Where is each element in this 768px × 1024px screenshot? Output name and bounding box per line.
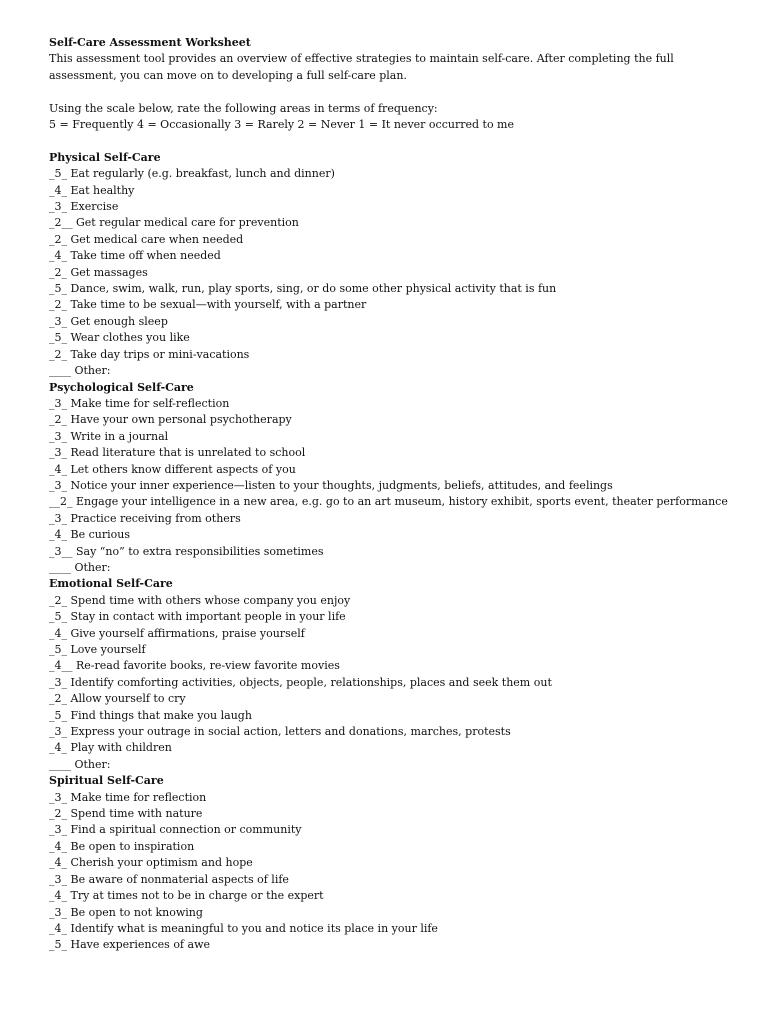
list-item: _3_ Be aware of nonmaterial aspects of life (49, 872, 289, 886)
list-item: _3_ Identify comforting activities, objects, people, relationships, places and seek them out (49, 675, 552, 689)
list-item: _4__ Re-read favorite books, re-view favorite movies (49, 659, 340, 673)
list-item: _4_ Be open to inspiration (49, 839, 195, 853)
spacer (49, 133, 729, 149)
spacer (49, 84, 729, 100)
section-heading: Spiritual Self-Care (49, 774, 164, 788)
list-item: _2_ Get medical care when needed (49, 232, 244, 246)
list-item: _2_ Take time to be sexual—with yourself, with a partner (49, 298, 367, 312)
list-item: _3__ Say “no” to extra responsibilities sometimes (49, 544, 324, 558)
list-item: _3_ Make time for self-reflection (49, 396, 230, 410)
list-item: _4_ Identify what is meaningful to you and notice its place in your life (49, 921, 438, 935)
section (49, 773, 729, 953)
list-item: _4_ Play with children (49, 741, 172, 755)
list-item: _5_ Wear clothes you like (49, 331, 190, 345)
worksheet-title: Self-Care Assessment Worksheet (49, 36, 251, 49)
list-item: _2_ Allow yourself to cry (49, 692, 186, 706)
list-item: _5_ Love yourself (49, 643, 146, 656)
sections-container (49, 150, 729, 954)
list-item: _3_ Make time for reflection (49, 790, 207, 804)
list-item: _2_ Spend time with others whose company you enjoy (49, 593, 351, 607)
list-item: _3_ Be open to not knowing (49, 905, 203, 919)
rating-scale: 5 = Frequently 4 = Occasionally 3 = Rarely 2 = Never 1 = It never occurred to me (49, 118, 514, 132)
instruction-text: Using the scale below, rate the following areas in terms of frequency: (49, 101, 438, 115)
section-heading: Physical Self-Care (49, 150, 161, 164)
section (49, 576, 729, 773)
list-item: _2_ Get massages (49, 265, 148, 279)
list-item: _3_ Notice your inner experience—listen to your thoughts, judgments, beliefs, attitudes, and feelings (49, 478, 613, 492)
section-heading: Emotional Self-Care (49, 577, 173, 591)
list-item: _2_ Spend time with nature (49, 807, 203, 821)
list-item: _4_ Give yourself affirmations, praise yourself (49, 626, 305, 640)
list-item: _5_ Stay in contact with important people in your life (49, 610, 346, 624)
list-item: _4_ Take time off when needed (49, 249, 221, 263)
list-item: _3_ Find a spiritual connection or community (49, 823, 302, 837)
list-item: _4_ Be curious (49, 528, 130, 542)
section (49, 380, 729, 577)
intro-paragraph: This assessment tool provides an overview of effective strategies to maintain self-care. After completing the full assessment, you can move on to developing a full self-care plan. (49, 52, 678, 82)
list-item: _3_ Get enough sleep (49, 314, 168, 328)
list-item: ____ Other: (49, 560, 111, 574)
list-item: _3_ Exercise (49, 200, 119, 214)
list-item: ____ Other: (49, 757, 111, 771)
section (49, 150, 729, 380)
list-item: _5_ Find things that make you laugh (49, 708, 252, 722)
list-item: _2__ Get regular medical care for prevention (49, 216, 299, 230)
list-item: _2_ Take day trips or mini-vacations (49, 347, 250, 361)
list-item: _3_ Express your outrage in social action, letters and donations, marches, protests (49, 725, 511, 739)
worksheet-page (49, 35, 729, 954)
list-item: __2_ Engage your intelligence in a new area, e.g. go to an art museum, history exhibit, sports event, theater performance (49, 495, 728, 509)
list-item: ____ Other: (49, 364, 111, 378)
list-item: _4_ Eat healthy (49, 183, 135, 197)
list-item: _4_ Try at times not to be in charge or the expert (49, 889, 324, 903)
section-heading: Psychological Self-Care (49, 380, 194, 394)
list-item: _4_ Let others know different aspects of you (49, 462, 296, 476)
list-item: _5_ Eat regularly (e.g. breakfast, lunch and dinner) (49, 167, 335, 181)
list-item: _3_ Practice receiving from others (49, 511, 241, 525)
list-item: _3_ Write in a journal (49, 429, 169, 443)
list-item: _2_ Have your own personal psychotherapy (49, 413, 292, 427)
list-item: _3_ Read literature that is unrelated to school (49, 446, 306, 460)
list-item: _5_ Dance, swim, walk, run, play sports, sing, or do some other physical activity that is fun (49, 282, 557, 296)
list-item: _4_ Cherish your optimism and hope (49, 856, 253, 870)
list-item: _5_ Have experiences of awe (49, 938, 210, 952)
